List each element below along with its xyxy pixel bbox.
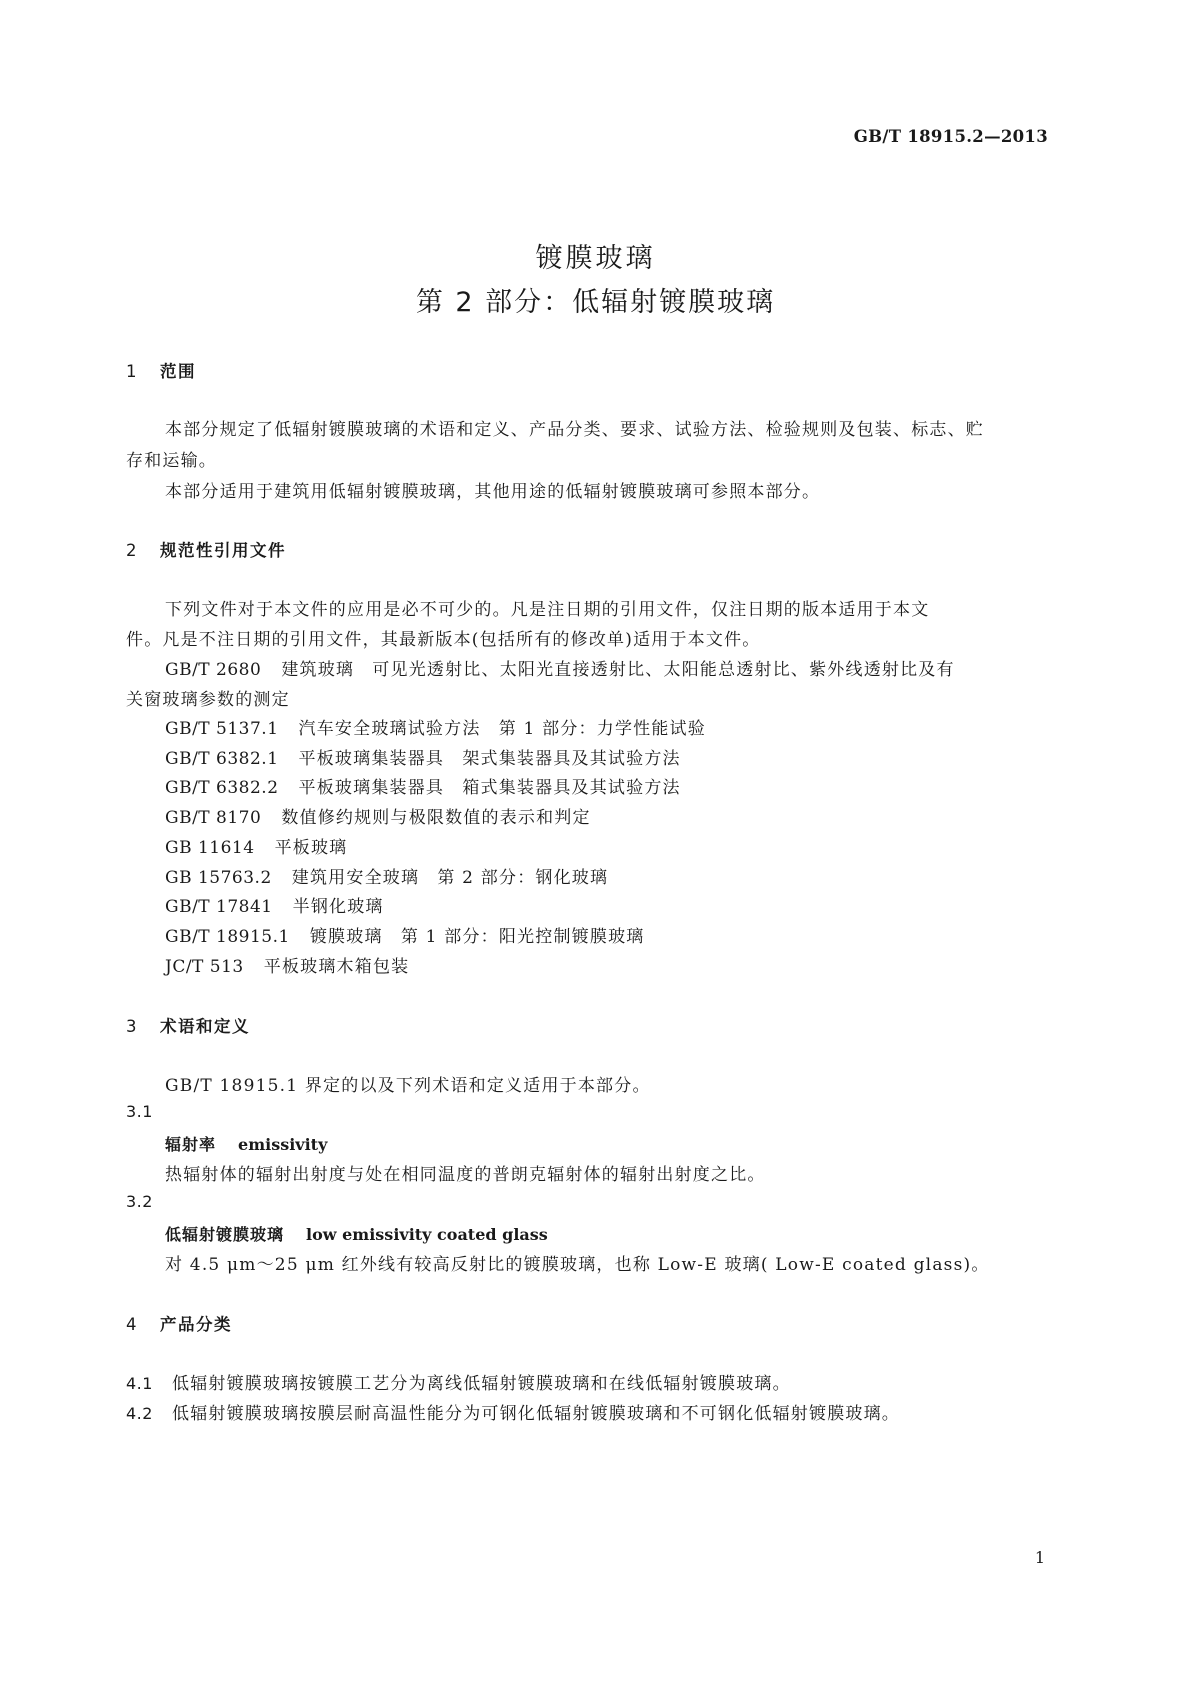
term-definition: 热辐射体的辐射出射度与处在相同温度的普朗克辐射体的辐射出射度之比。 bbox=[165, 1165, 766, 1185]
term-name bbox=[165, 1132, 327, 1155]
item-text: 低辐射镀膜玻璃按镀膜工艺分为离线低辐射镀膜玻璃和在线低辐射镀膜玻璃。 bbox=[172, 1374, 791, 1394]
classification-item bbox=[126, 1399, 900, 1424]
reference-item bbox=[165, 803, 591, 828]
reference-title: 平板玻璃集装器具 箱式集装器具及其试验方法 bbox=[298, 778, 681, 798]
section-number: 4 bbox=[126, 1315, 138, 1334]
reference-item bbox=[165, 744, 681, 769]
reference-item bbox=[165, 922, 644, 947]
reference-code: GB/T 18915.1 bbox=[165, 927, 290, 947]
term-name-en: emissivity bbox=[238, 1135, 328, 1154]
term-name-en: low emissivity coated glass bbox=[306, 1225, 548, 1244]
section-number: 3 bbox=[126, 1017, 138, 1036]
section-2-heading bbox=[126, 537, 286, 561]
reference-code: GB/T 8170 bbox=[165, 808, 262, 828]
term-name-cn: 辐射率 bbox=[165, 1135, 217, 1154]
reference-title: 数值修约规则与极限数值的表示和判定 bbox=[281, 808, 591, 828]
section-title: 术语和定义 bbox=[160, 1017, 250, 1036]
section-number: 1 bbox=[126, 362, 138, 381]
section-3-heading bbox=[126, 1013, 250, 1037]
reference-title: 建筑用安全玻璃 第 2 部分：钢化玻璃 bbox=[291, 868, 609, 888]
reference-code: GB 15763.2 bbox=[165, 868, 272, 888]
reference-code: GB/T 6382.2 bbox=[165, 778, 279, 798]
term-number: 3.1 bbox=[126, 1102, 153, 1121]
section-title: 规范性引用文件 bbox=[160, 541, 286, 560]
scope-paragraph-2: 本部分适用于建筑用低辐射镀膜玻璃，其他用途的低辐射镀膜玻璃可参照本部分。 bbox=[165, 482, 821, 502]
item-number: 4.1 bbox=[126, 1374, 153, 1393]
reference-title: 平板玻璃 bbox=[274, 838, 348, 858]
classification-item bbox=[126, 1369, 791, 1394]
reference-item bbox=[165, 655, 955, 680]
terms-intro: GB/T 18915.1 界定的以及下列术语和定义适用于本部分。 bbox=[165, 1076, 651, 1096]
document-title: 镀膜玻璃 bbox=[535, 243, 656, 274]
reference-title: 汽车安全玻璃试验方法 第 1 部分：力学性能试验 bbox=[298, 719, 706, 739]
section-number: 2 bbox=[126, 541, 138, 560]
section-title: 产品分类 bbox=[160, 1315, 232, 1334]
reference-item bbox=[165, 952, 409, 977]
reference-title: 镀膜玻璃 第 1 部分：阳光控制镀膜玻璃 bbox=[309, 927, 645, 947]
reference-title: 平板玻璃集装器具 架式集装器具及其试验方法 bbox=[298, 749, 681, 769]
references-intro-line-2: 件。凡是不注日期的引用文件，其最新版本(包括所有的修改单)适用于本文件。 bbox=[126, 630, 761, 650]
standard-code: GB/T 18915.2—2013 bbox=[853, 127, 1048, 146]
scope-paragraph-1-line-2: 存和运输。 bbox=[126, 451, 217, 471]
term-name bbox=[165, 1222, 548, 1245]
term-definition: 对 4.5 μm～25 μm 红外线有较高反射比的镀膜玻璃，也称 Low-E 玻璃( Low-E coated glass)。 bbox=[165, 1255, 990, 1275]
reference-item bbox=[165, 773, 681, 798]
reference-item bbox=[165, 833, 347, 858]
item-number: 4.2 bbox=[126, 1404, 153, 1423]
term-number: 3.2 bbox=[126, 1192, 153, 1211]
reference-item bbox=[165, 892, 384, 917]
reference-code: GB/T 17841 bbox=[165, 897, 273, 917]
page-number: 1 bbox=[1034, 1548, 1045, 1567]
term-name-cn: 低辐射镀膜玻璃 bbox=[165, 1225, 285, 1244]
reference-item bbox=[165, 714, 706, 739]
reference-code: GB/T 2680 bbox=[165, 660, 262, 680]
reference-title: 半钢化玻璃 bbox=[292, 897, 384, 917]
scope-paragraph-1-line-1: 本部分规定了低辐射镀膜玻璃的术语和定义、产品分类、要求、试验方法、检验规则及包装、标志、贮 bbox=[165, 420, 984, 440]
section-4-heading bbox=[126, 1311, 232, 1335]
section-1-heading bbox=[126, 358, 196, 382]
document-subtitle: 第 2 部分：低辐射镀膜玻璃 bbox=[415, 287, 776, 318]
reference-code: GB/T 5137.1 bbox=[165, 719, 279, 739]
section-title: 范围 bbox=[160, 362, 196, 381]
item-text: 低辐射镀膜玻璃按膜层耐高温性能分为可钢化低辐射镀膜玻璃和不可钢化低辐射镀膜玻璃。 bbox=[172, 1404, 900, 1424]
reference-item bbox=[165, 863, 608, 888]
reference-title: 建筑玻璃 可见光透射比、太阳光直接透射比、太阳能总透射比、紫外线透射比及有 bbox=[281, 660, 955, 680]
reference-title: 平板玻璃木箱包装 bbox=[263, 957, 410, 977]
references-intro-line-1: 下列文件对于本文件的应用是必不可少的。凡是注日期的引用文件，仅注日期的版本适用于本文 bbox=[165, 600, 930, 620]
reference-code: JC/T 513 bbox=[165, 957, 244, 977]
reference-code: GB 11614 bbox=[165, 838, 255, 858]
reference-title-continuation: 关窗玻璃参数的测定 bbox=[126, 690, 290, 710]
reference-code: GB/T 6382.1 bbox=[165, 749, 279, 769]
